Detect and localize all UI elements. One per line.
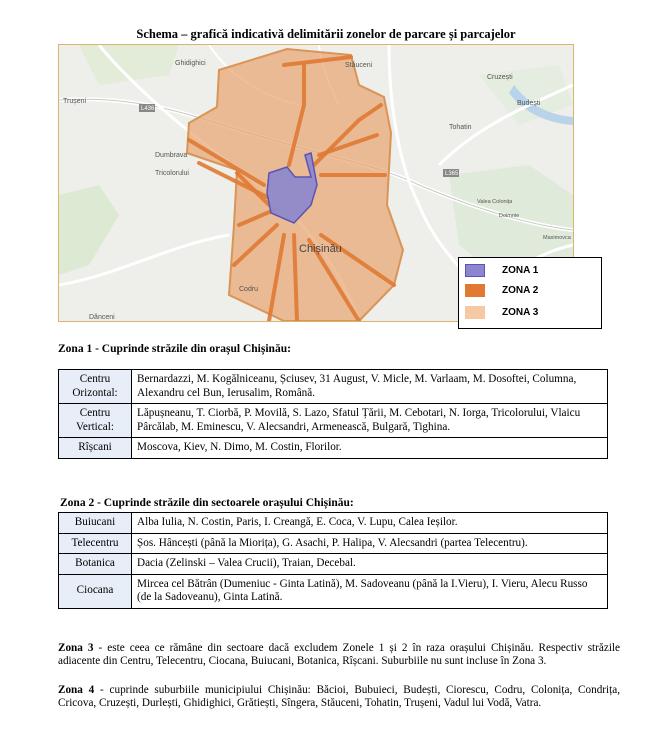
map-label-chisinau: Chișinău <box>299 243 342 255</box>
legend-swatch-zona2 <box>465 284 485 297</box>
legend-swatch-zona3 <box>465 306 485 319</box>
zona4-paragraph <box>58 684 620 710</box>
row-label: Centru Vertical: <box>59 404 132 438</box>
row-streets: Șos. Hâncești (până la Miorița), G. Asachi, P. Halipa, V. Alecsandri (partea Telecentru). <box>132 533 608 554</box>
table-row <box>59 404 608 438</box>
map-label-stauceni: Stăuceni <box>345 62 373 69</box>
map-road-l436: L436 <box>141 106 155 112</box>
table-row <box>59 554 608 575</box>
map-label-codru: Codru <box>239 286 259 293</box>
map-label-budesti: Budești <box>517 100 541 107</box>
map-label-doimnie: Doimnie <box>499 213 520 219</box>
map-label-truseni: Trușeni <box>63 98 87 105</box>
legend-item-zona3 <box>465 306 538 319</box>
table-row <box>59 574 608 608</box>
row-label: Botanica <box>59 554 132 575</box>
zona4-lead: Zona 4 <box>58 684 95 696</box>
legend-item-zona2 <box>465 284 538 297</box>
table-row <box>59 513 608 534</box>
table-row <box>59 438 608 459</box>
row-streets: Alba Iulia, N. Costin, Paris, I. Creangă, E. Coca, V. Lupu, Calea Ieșilor. <box>132 513 608 534</box>
row-label: Centru Orizontal: <box>59 370 132 404</box>
map-legend <box>458 257 602 329</box>
zona1-heading: Zona 1 - Cuprinde străzile din orașul Chișinău: <box>58 343 291 355</box>
legend-label-zona3: ZONA 3 <box>502 307 539 318</box>
row-label: Ciocana <box>59 574 132 608</box>
map-label-tohatin: Tohatin <box>449 124 472 131</box>
legend-swatch-zona1 <box>465 264 485 277</box>
zona3-text: - este ceea ce rămâne din sectoare dacă excludem Zonele 1 și 2 în raza orașului Chișinău. Respectiv străzile adiacente din Centru, Telecentru, Ciocana, Buiucani, Botanica, Rîșcani. Suburbiile nu sunt incluse în Zona 3. <box>58 642 621 667</box>
row-label: Telecentru <box>59 533 132 554</box>
map-label-danceni: Dănceni <box>89 314 115 321</box>
zona2-table <box>58 512 608 609</box>
legend-label-zona2: ZONA 2 <box>502 285 539 296</box>
row-label: Rîșcani <box>59 438 132 459</box>
map-label-valea-colonita: Valea Colonița <box>477 199 513 205</box>
row-streets: Moscova, Kiev, N. Dimo, M. Costin, Florilor. <box>132 438 608 459</box>
map-label-tricolorului: Tricolorului <box>155 170 189 177</box>
row-streets: Bernardazzi, M. Kogălniceanu, Șciusev, 31 August, V. Micle, M. Varlaam, M. Dosoftei, Columna, Alexandru cel Bun, Ierusalim, Română. <box>132 370 608 404</box>
document-title: Schema – grafică indicativă delimitării zonelor de parcare și parcajelor <box>136 27 516 41</box>
zona2-heading: Zona 2 - Cuprinde străzile din sectoarele orașului Chișinău: <box>60 497 354 509</box>
table-row <box>59 370 608 404</box>
zona4-text: - cuprinde suburbiile municipiului Chișinău: Băcioi, Bubuieci, Budești, Ciorescu, Codru, Colonița, Condrița, Cricova, Cruzești, Durlești, Ghidighici, Grătiești, Sîngera, Stăuceni, Tohatin, Trușeni, Vadul lui Vodă, Vatra. <box>58 684 620 709</box>
zona3-lead: Zona 3 <box>58 642 94 654</box>
legend-label-zona1: ZONA 1 <box>502 265 539 276</box>
map-label-ghidighici: Ghidighici <box>175 60 206 67</box>
row-streets: Mircea cel Bătrân (Dumeniuc - Ginta Latină), M. Sadoveanu (până la I.Vieru), I. Vieru, Alecu Russo (de la Sadoveanu), Ginta Latină. <box>132 574 608 608</box>
map-road-l365: L365 <box>445 171 459 177</box>
table-row <box>59 533 608 554</box>
map-label-dumbrava: Dumbrava <box>155 152 188 159</box>
zona1-table <box>58 369 608 459</box>
map-label-maximovca: Maximovca <box>543 235 571 241</box>
legend-item-zona1 <box>465 264 538 277</box>
row-streets: Dacia (Zelinski – Valea Crucii), Traian, Decebal. <box>132 554 608 575</box>
map-label-cruzesti: Cruzești <box>487 74 513 81</box>
row-label: Buiucani <box>59 513 132 534</box>
row-streets: Lăpușneanu, T. Ciorbă, P. Movilă, S. Lazo, Sfatul Țării, M. Cebotari, N. Iorga, Tricolorului, Vlaicu Pârcălab, M. Eminescu, V. Alecsandri, Armenească, Bulgară, Tighina. <box>132 404 608 438</box>
zona3-paragraph <box>58 642 620 668</box>
